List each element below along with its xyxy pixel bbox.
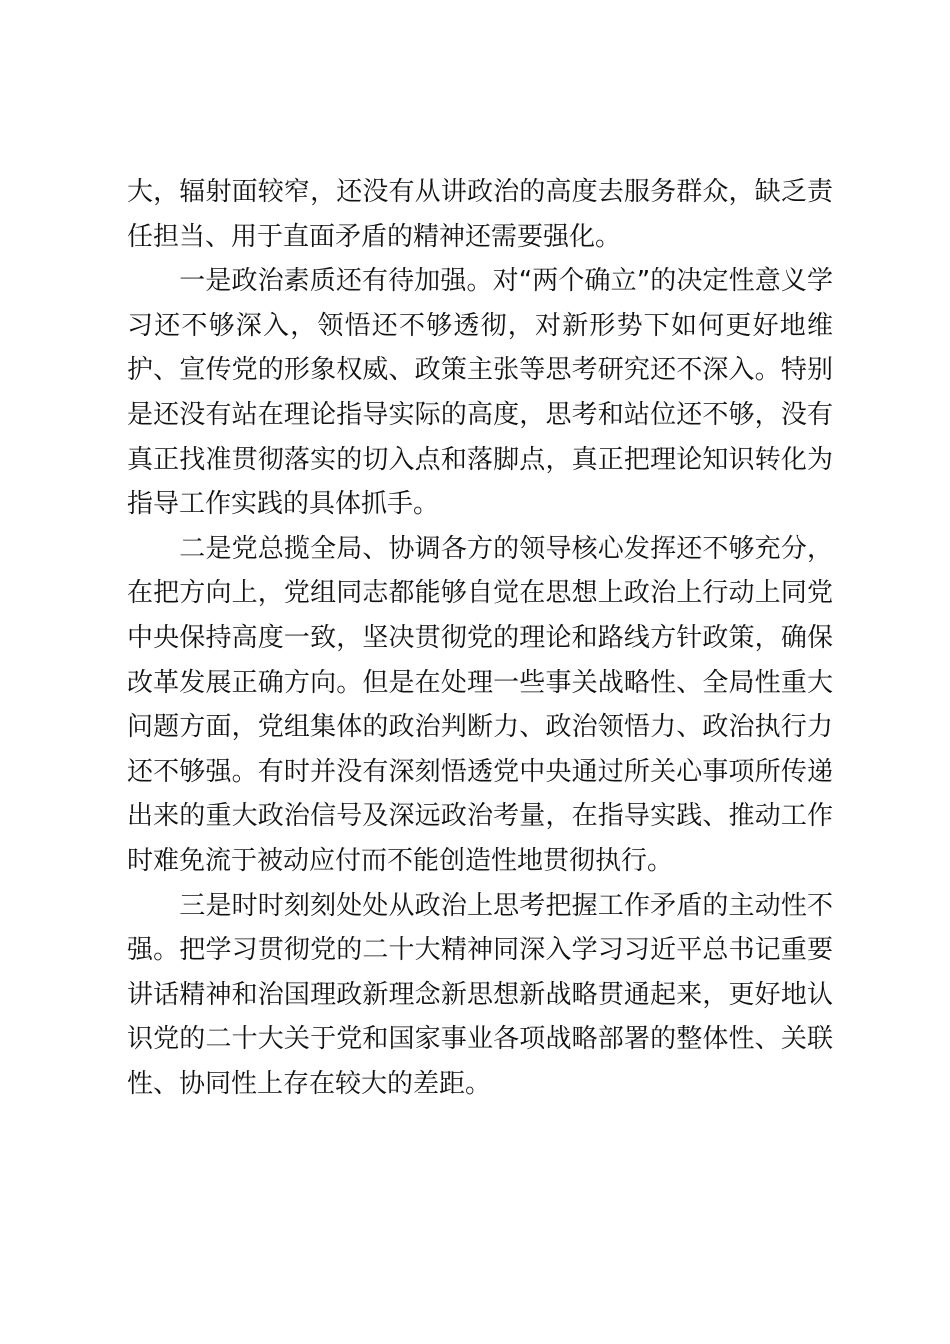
paragraph-point-three: 三是时时刻刻处处从政治上思考把握工作矛盾的主动性不强。把学习贯彻党的二十大精神同深入学习习近平总书记重要讲话精神和治国理政新理念新思想新战略贯通起来，更好地认识党的二十大关于党和国家事业各项战略部署的整体性、关联性、协同性上存在较大的差距。 (127, 890, 833, 1099)
paragraph-continuation: 大，辐射面较窄，还没有从讲政治的高度去服务群众，缺乏责任担当、用于直面矛盾的精神还需要强化。 (127, 177, 833, 252)
document-body (127, 170, 833, 1106)
paragraph-point-two: 二是党总揽全局、协调各方的领导核心发挥还不够充分，在把方向上，党组同志都能够自觉在思想上政治上行动上同党中央保持高度一致，坚决贯彻党的理论和路线方针政策，确保改革发展正确方向。但是在处理一些事关战略性、全局性重大问题方面，党组集体的政治判断力、政治领悟力、政治执行力还不够强。有时并没有深刻悟透党中央通过所关心事项所传递出来的重大政治信号及深远政治考量，在指导实践、推动工作时难免流于被动应付而不能创造性地贯彻执行。 (127, 533, 833, 876)
paragraph-point-one: 一是政治素质还有待加强。对“两个确立”的决定性意义学习还不够深入，领悟还不够透彻，对新形势下如何更好地维护、宣传党的形象权威、政策主张等思考研究还不深入。特别是还没有站在理论指导实际的高度，思考和站位还不够，没有真正找准贯彻落实的切入点和落脚点，真正把理论知识转化为指导工作实践的具体抓手。 (127, 266, 833, 520)
